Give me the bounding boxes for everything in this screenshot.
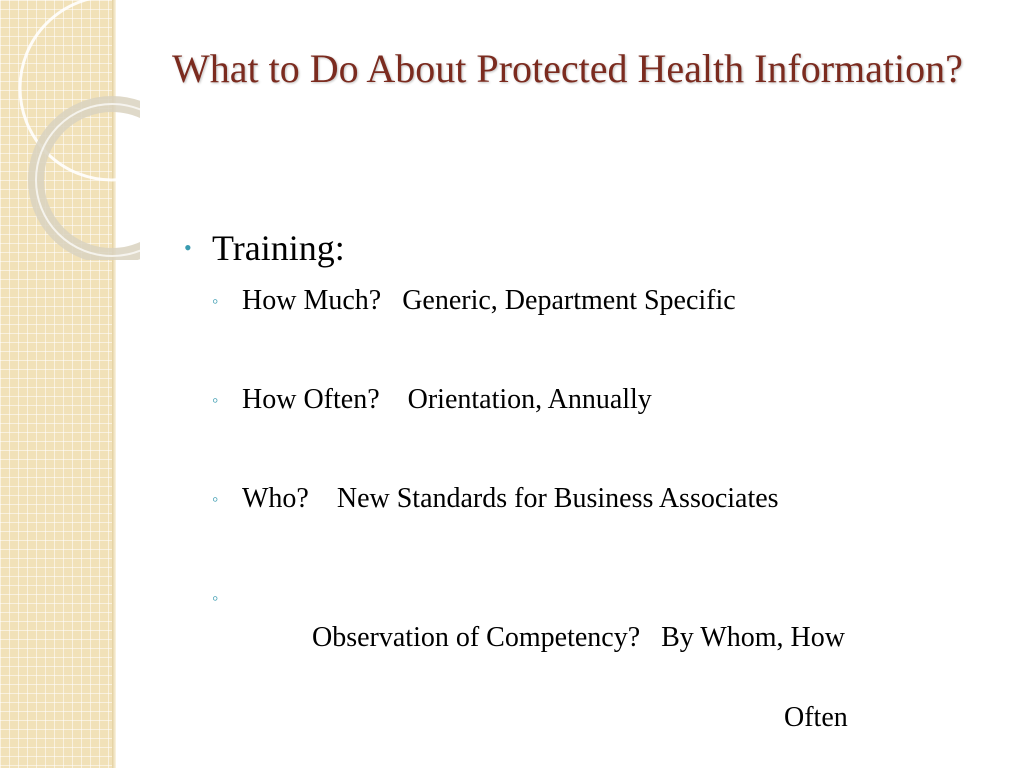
bullet-item [184, 226, 984, 275]
sub-bullet-text: How Much? Generic, Department Specific [242, 285, 736, 316]
slide-body [184, 226, 984, 768]
sub-bullet-item [212, 578, 984, 768]
sub-bullet-ring-icon: ◦ [212, 390, 219, 410]
sub-bullet-text: Who? New Standards for Business Associates [242, 483, 779, 514]
bullet-dot-icon: • [184, 235, 192, 260]
decorative-rings [0, 0, 140, 260]
sub-bullet-ring-icon: ◦ [212, 588, 219, 608]
sub-bullet-text-line: Observation of Competency? By Whom, How [312, 622, 845, 653]
sub-bullet-item [212, 479, 984, 519]
sub-bullet-item [212, 281, 984, 321]
sub-bullet-text [242, 578, 962, 768]
bullet-label: Training: [212, 228, 345, 268]
sub-bullet-item [212, 380, 984, 420]
sub-bullet-ring-icon: ◦ [212, 291, 219, 311]
slide-title: What to Do About Protected Health Information? [172, 46, 963, 91]
sub-bullet-list [212, 281, 984, 768]
sub-bullet-ring-icon: ◦ [212, 489, 219, 509]
sub-bullet-text: How Often? Orientation, Annually [242, 384, 652, 415]
sub-bullet-text-continuation: Often [784, 702, 848, 733]
